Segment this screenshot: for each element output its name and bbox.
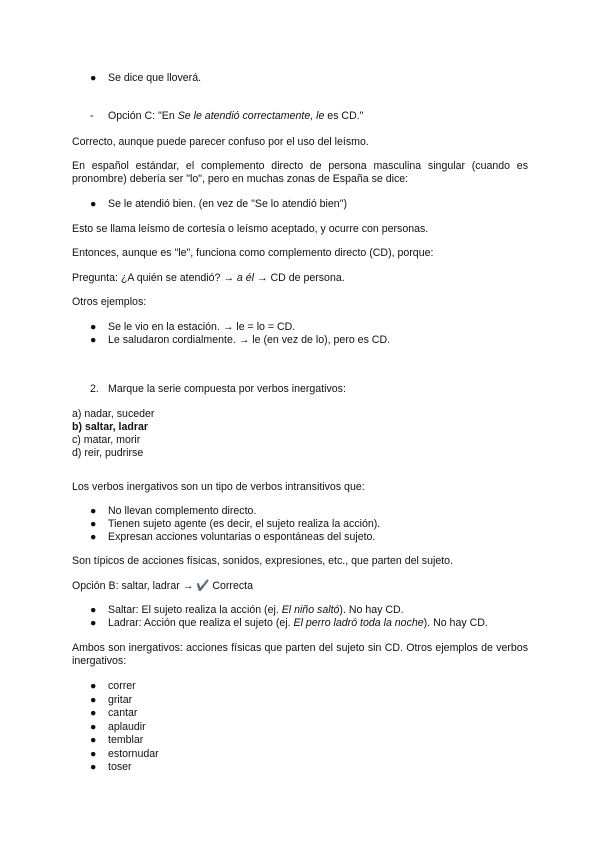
bullet-saltar: Saltar: El sujeto realiza la acción (ej. El niño saltó). No hay CD. [108, 604, 404, 616]
option-b: b) saltar, ladrar [72, 421, 148, 433]
bullet-text: Tienen sujeto agente (es decir, el sujeto realiza la acción). [108, 518, 381, 530]
example-verb: cantar [108, 707, 138, 719]
paragraph-esto: Esto se llama leísmo de cortesía o leísmo aceptado, y ocurre con personas. [72, 223, 429, 235]
bullet-dot: ● [90, 72, 97, 84]
bullet-dot: ● [90, 720, 97, 733]
example-verb: correr [108, 680, 136, 692]
opcion-c-line: Opción C: "En Se le atendió correctamente, le es CD." [108, 110, 364, 122]
bullet-dot: ● [90, 761, 97, 773]
bullet-dot: ● [90, 693, 97, 706]
bullet-text: Se le vio en la estación. → le = lo = CD. [108, 321, 296, 333]
bullet-text: Se le atendió bien. (en vez de "Se lo atendió bien") [108, 198, 347, 210]
paragraph-estandar: En español estándar, el complemento directo de persona masculina singular (cuando es pronombre) debería ser "lo", pero en muchas zonas de España se dice: [72, 160, 528, 185]
option-d: d) reir, pudrirse [72, 447, 144, 459]
bullet-ladrar: Ladrar: Acción que realiza el sujeto (ej. El perro ladró toda la noche). No hay CD. [108, 617, 488, 629]
bullet-dot: ● [90, 505, 97, 517]
question-text: Marque la serie compuesta por verbos inergativos: [108, 383, 346, 395]
bullet-text: Se dice que lloverá. [108, 72, 202, 84]
paragraph-pregunta: Pregunta: ¿A quién se atendió? → a él → CD de persona. [72, 272, 345, 284]
example-verb: toser [108, 761, 132, 773]
bullet-dot: ● [90, 198, 97, 210]
option-a: a) nadar, suceder [72, 408, 155, 420]
bullet-dot: ● [90, 707, 97, 719]
bullet-dot: ● [90, 518, 97, 530]
bullet-dot: ● [90, 604, 97, 616]
option-c: c) matar, morir [72, 434, 141, 446]
example-verb: estornudar [108, 747, 159, 760]
bullet-dot: ● [90, 531, 97, 543]
bullet-dot: ● [90, 734, 97, 746]
bullet-dot: ● [90, 680, 97, 692]
bullet-text: Expresan acciones voluntarias o espontáneas del sujeto. [108, 531, 376, 543]
dash-marker: - [90, 110, 94, 122]
paragraph-entonces: Entonces, aunque es "le", funciona como complemento directo (CD), porque: [72, 247, 434, 259]
bullet-dot: ● [90, 617, 97, 629]
paragraph-otros: Otros ejemplos: [72, 296, 147, 308]
bullet-text: Le saludaron cordialmente. → le (en vez de lo), pero es CD. [108, 334, 391, 346]
bullet-dot: ● [90, 321, 97, 333]
paragraph-ambos: Ambos son inergativos: acciones físicas que parten del sujeto sin CD. Otros ejemplos de verbos inergativos: [72, 642, 528, 667]
example-verb: temblar [108, 734, 144, 746]
paragraph-tipicos: Son típicos de acciones físicas, sonidos, expresiones, etc., que parten del sujeto. [72, 555, 454, 567]
bullet-text: No llevan complemento directo. [108, 505, 257, 517]
question-number: 2. [90, 383, 99, 395]
example-verb: aplaudir [108, 720, 146, 733]
paragraph-opcion-b: Opción B: saltar, ladrar → ✔️ Correcta [72, 580, 253, 592]
bullet-dot: ● [90, 334, 97, 346]
paragraph-correcto: Correcto, aunque puede parecer confuso por el uso del leísmo. [72, 136, 369, 148]
paragraph-verbos: Los verbos inergativos son un tipo de verbos intransitivos que: [72, 481, 365, 493]
example-verb: gritar [108, 693, 133, 706]
bullet-dot: ● [90, 747, 97, 760]
